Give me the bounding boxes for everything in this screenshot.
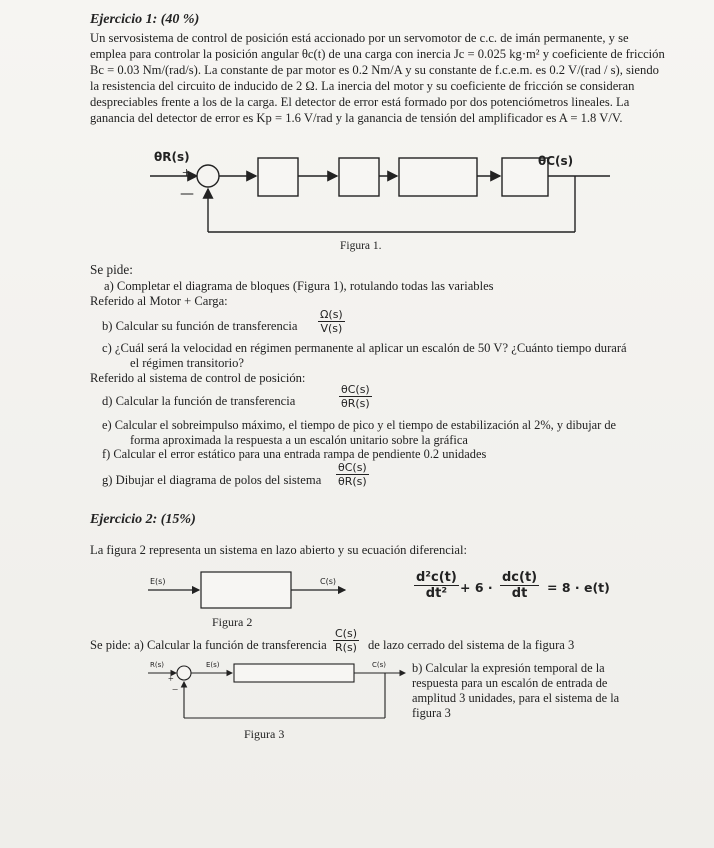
item-d: d) Calcular la función de transferencia — [102, 394, 296, 408]
fraction-numerator: dc(t) — [502, 570, 538, 585]
fraction-denominator: dt² — [425, 586, 448, 601]
fraction-numerator: θC(s) — [341, 383, 370, 396]
eq-rhs: = 8 · e(t) — [547, 580, 610, 595]
figure-1-caption: Figura 1. — [340, 240, 382, 252]
fraction-denominator: R(s) — [335, 641, 357, 654]
ex2-item-b-line: respuesta para un escalón de entrada de — [412, 676, 608, 690]
fig3-e-label: E(s) — [206, 661, 220, 669]
ex1-paragraph-line: emplea para controlar la posición angular θc(t) de una carga con inercia Jc = 0.025 kg·m² y coeficiente de fricción — [90, 47, 665, 61]
item-e-line2: forma aproximada la respuesta a un escalón unitario sobre la gráfica — [130, 433, 468, 447]
fig3-minus-sign: − — [172, 684, 179, 696]
fraction-denominator: θR(s) — [338, 475, 367, 488]
ex1-paragraph-line: Un servosistema de control de posición está accionado por un servomotor de c.c. de imán permanente, y se — [90, 31, 629, 45]
fraction-denominator: θR(s) — [341, 397, 370, 410]
eq-plus-six: + 6 · — [460, 580, 493, 595]
fig3-r-label: R(s) — [150, 661, 164, 669]
fraction-denominator: dt — [511, 586, 528, 601]
ex2-item-b-line: amplitud 3 unidades, para el sistema de la — [412, 691, 620, 705]
sum-minus-sign: — — [180, 186, 194, 202]
fraction-numerator: θC(s) — [338, 461, 367, 474]
exercise-1-title: Ejercicio 1: (40 %) — [90, 12, 200, 27]
item-a: a) Completar el diagrama de bloques (Figura 1), rotulando todas las variables — [104, 279, 494, 293]
ref-motor-label: Referido al Motor + Carga: — [90, 294, 228, 308]
fraction-denominator: V(s) — [320, 322, 343, 335]
theta-c-label: θC(s) — [538, 154, 574, 168]
ex1-paragraph-line: la resistencia del circuito de inducido de 2 Ω. La inercia del motor y su coeficiente de fricción se consideran — [90, 79, 635, 93]
ex2-intro: La figura 2 representa un sistema en lazo abierto y su ecuación diferencial: — [90, 543, 467, 557]
item-c-line2: el régimen transitorio? — [130, 356, 245, 370]
ex2-item-b-line: figura 3 — [412, 706, 451, 720]
exercise-2-title: Ejercicio 2: (15%) — [90, 512, 196, 527]
ex1-paragraph-line: Bc = 0.03 Nm/(rad/s). La constante de par motor es 0.2 Nm/A y su constante de f.c.e.m. es 0.2 V/(rad / s), siendo — [90, 63, 659, 77]
item-b: b) Calcular su función de transferencia — [102, 319, 298, 333]
ex2-item-a-tail: de lazo cerrado del sistema de la figura 3 — [368, 638, 575, 652]
item-e-line1: e) Calcular el sobreimpulso máximo, el tiempo de pico y el tiempo de estabilización al 2%, y dibujar de — [102, 418, 617, 432]
ex1-paragraph-line: ganancia del detector de error es Kp = 1.6 V/rad y la ganancia de tensión del amplificador es A = 1.8 V/V. — [90, 111, 623, 125]
ref-position-label: Referido al sistema de control de posición: — [90, 371, 306, 385]
fig3-c-label: C(s) — [372, 661, 386, 669]
ex2-item-a: Se pide: a) Calcular la función de transferencia — [90, 638, 327, 652]
ex1-paragraph-line: despreciables frente a los de la carga. El detector de error está formado por dos potenciómetros lineales. La — [90, 95, 630, 109]
fraction-numerator: d²c(t) — [416, 570, 457, 585]
fig2-output-label: C(s) — [320, 577, 336, 586]
fraction-numerator: Ω(s) — [320, 308, 343, 321]
item-c-line1: c) ¿Cuál será la velocidad en régimen permanente al aplicar un escalón de 50 V? ¿Cuánto tiempo durará — [102, 341, 627, 355]
fig3-plus-sign: + — [168, 674, 174, 685]
se-pide-label: Se pide: — [90, 262, 133, 277]
fig2-input-label: E(s) — [150, 577, 166, 586]
sum-plus-sign: + — [182, 165, 192, 182]
figure-3-caption: Figura 3 — [244, 727, 285, 741]
ex2-item-b-line: b) Calcular la expresión temporal de la — [412, 661, 605, 675]
item-f: f) Calcular el error estático para una entrada rampa de pendiente 0.2 unidades — [102, 447, 487, 461]
figure-2-caption: Figura 2 — [212, 615, 253, 629]
item-g: g) Dibujar el diagrama de polos del sistema — [102, 473, 322, 487]
fraction-numerator: C(s) — [335, 627, 357, 640]
theta-r-label: θR(s) — [154, 150, 190, 164]
